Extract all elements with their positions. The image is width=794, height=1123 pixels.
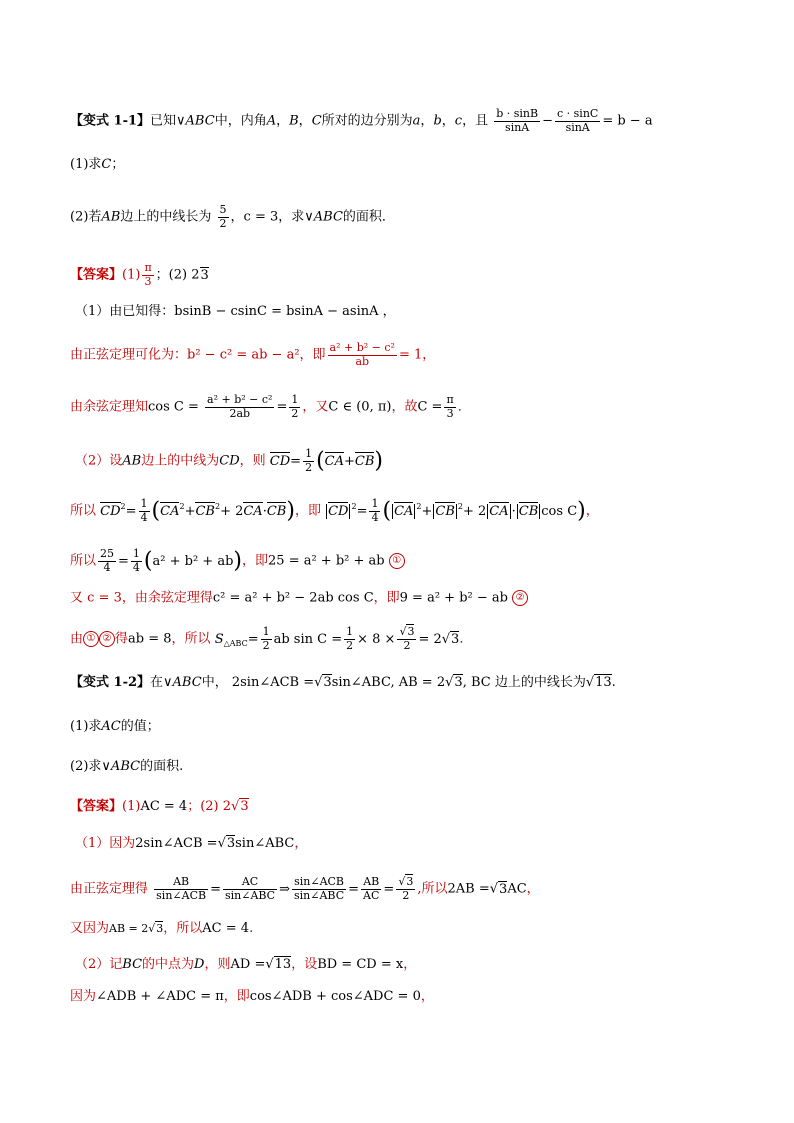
- circled-one-marker: ①: [389, 553, 405, 569]
- fraction: $\frac{5}{2}$: [219, 203, 227, 230]
- problem-1-2-stem: 【变式 1-2】在∨ABC中， 2sin∠ACB =√3sin∠ABC, AB = 2√3, BC 边上的中线长为√13.: [70, 675, 616, 690]
- question-2: (2)求∨ABC的面积.: [70, 759, 184, 774]
- solution-line: 因为∠ADB + ∠ADC = π，即cos∠ADB + cos∠ADC = 0，: [70, 989, 434, 1004]
- solution-line: 所以 $\frac{25}{4}$ = $\frac{1}{4}$ (a² + b² + ab)，即25 = a² + b² + ab ①: [70, 548, 405, 574]
- fraction: $\frac{c \cdot \sin C}{\sin A}$: [557, 107, 599, 134]
- solution-line: （1）由已知得：bsinB − csinC = bsinA − asinA ，: [75, 304, 396, 319]
- question-1: (1)求AC的值；: [70, 719, 160, 734]
- question-2: (2)若AB边上的中线长为 $\frac{5}{2}$ ，c = 3，求∨ABC的面积．: [70, 203, 395, 230]
- answer-label: 【答案】: [70, 799, 123, 814]
- question-1: (1)求C；: [70, 157, 125, 172]
- solution-line: 又因为AB = 2√3，所以AC = 4.: [70, 921, 254, 936]
- problem-tag: 【变式 1-2】: [70, 675, 151, 690]
- solution-line: （2）设AB边上的中线为CD，则 CD= $\frac{1}{2}$ (CA+CB): [75, 447, 383, 474]
- solution-line: 由 ① ② 得ab = 8，所以 $S_{\triangle ABC}=$ $\frac{1}{2}$ ab sin C = $\frac{1}{2}$ × 8 × $\frac{√3}{2}$ = 2√3．: [70, 625, 473, 652]
- answer-label: 【答案】: [70, 267, 123, 283]
- answer-1-1: 【答案】(1) $\frac{\pi}{3}$ ；(2) 23: [70, 261, 209, 288]
- solution-line: 由正弦定理可化为：b² − c² = ab − a²，即 $\frac{\text{a² + b² − c²}}{ab}$ = 1，: [70, 341, 436, 368]
- solution-line: 由正弦定理得 $\frac{AB}{\text{sin∠ACB}}$ = $\frac{AC}{\text{sin∠ABC}}$ ⇒ $\frac{\text{sin∠ACB}}{\text{sin∠ABC}}$ = $\frac{AB}{AC}$ = $\frac{√3}{2}$ ,所以2AB =√3AC，: [70, 875, 540, 902]
- problem-1-1-stem: 【变式 1-1】已知∨ABC中，内角A，B，C所对的边分别为a，b，c，且 $\frac{b \cdot \sin B}{\sin A}$ − $\frac{c \cdot \sin C}{\sin A}$ = b − a: [70, 107, 653, 134]
- solution-line: 又 c = 3，由余弦定理得c² = a² + b² − 2ab cos C，即9 = a² + b² − ab ②: [70, 590, 528, 606]
- fraction: $\frac{b \cdot \sin B}{\sin A}$: [496, 107, 539, 134]
- circled-two-marker: ②: [512, 590, 528, 606]
- problem-tag: 【变式 1-1】: [70, 113, 151, 129]
- solution-line: 由余弦定理知cos C = $\frac{\text{a² + b² − c²}}{2ab}$ = $\frac{1}{2}$ ，又C ∈ (0, π)，故C = $\frac{\pi}{3}$ ．: [70, 393, 471, 420]
- solution-line: 所以 $CD^2=$ $\frac{1}{4}$ $(CA^2+CB^2+ 2CA\cdot CB)$，即 CD $^2$= $\frac{1}{4}$ ( CA $^2$+ CB $^2$+ 2 CA · CB cos C)，: [70, 497, 599, 524]
- answer-1-2: 【答案】(1)AC = 4；(2) 2√3: [70, 799, 249, 814]
- solution-line: （2）记BC的中点为D，则AD =√13，设BD = CD = x，: [75, 957, 417, 972]
- solution-line: （1）因为2sin∠ACB =√3sin∠ABC，: [75, 836, 308, 851]
